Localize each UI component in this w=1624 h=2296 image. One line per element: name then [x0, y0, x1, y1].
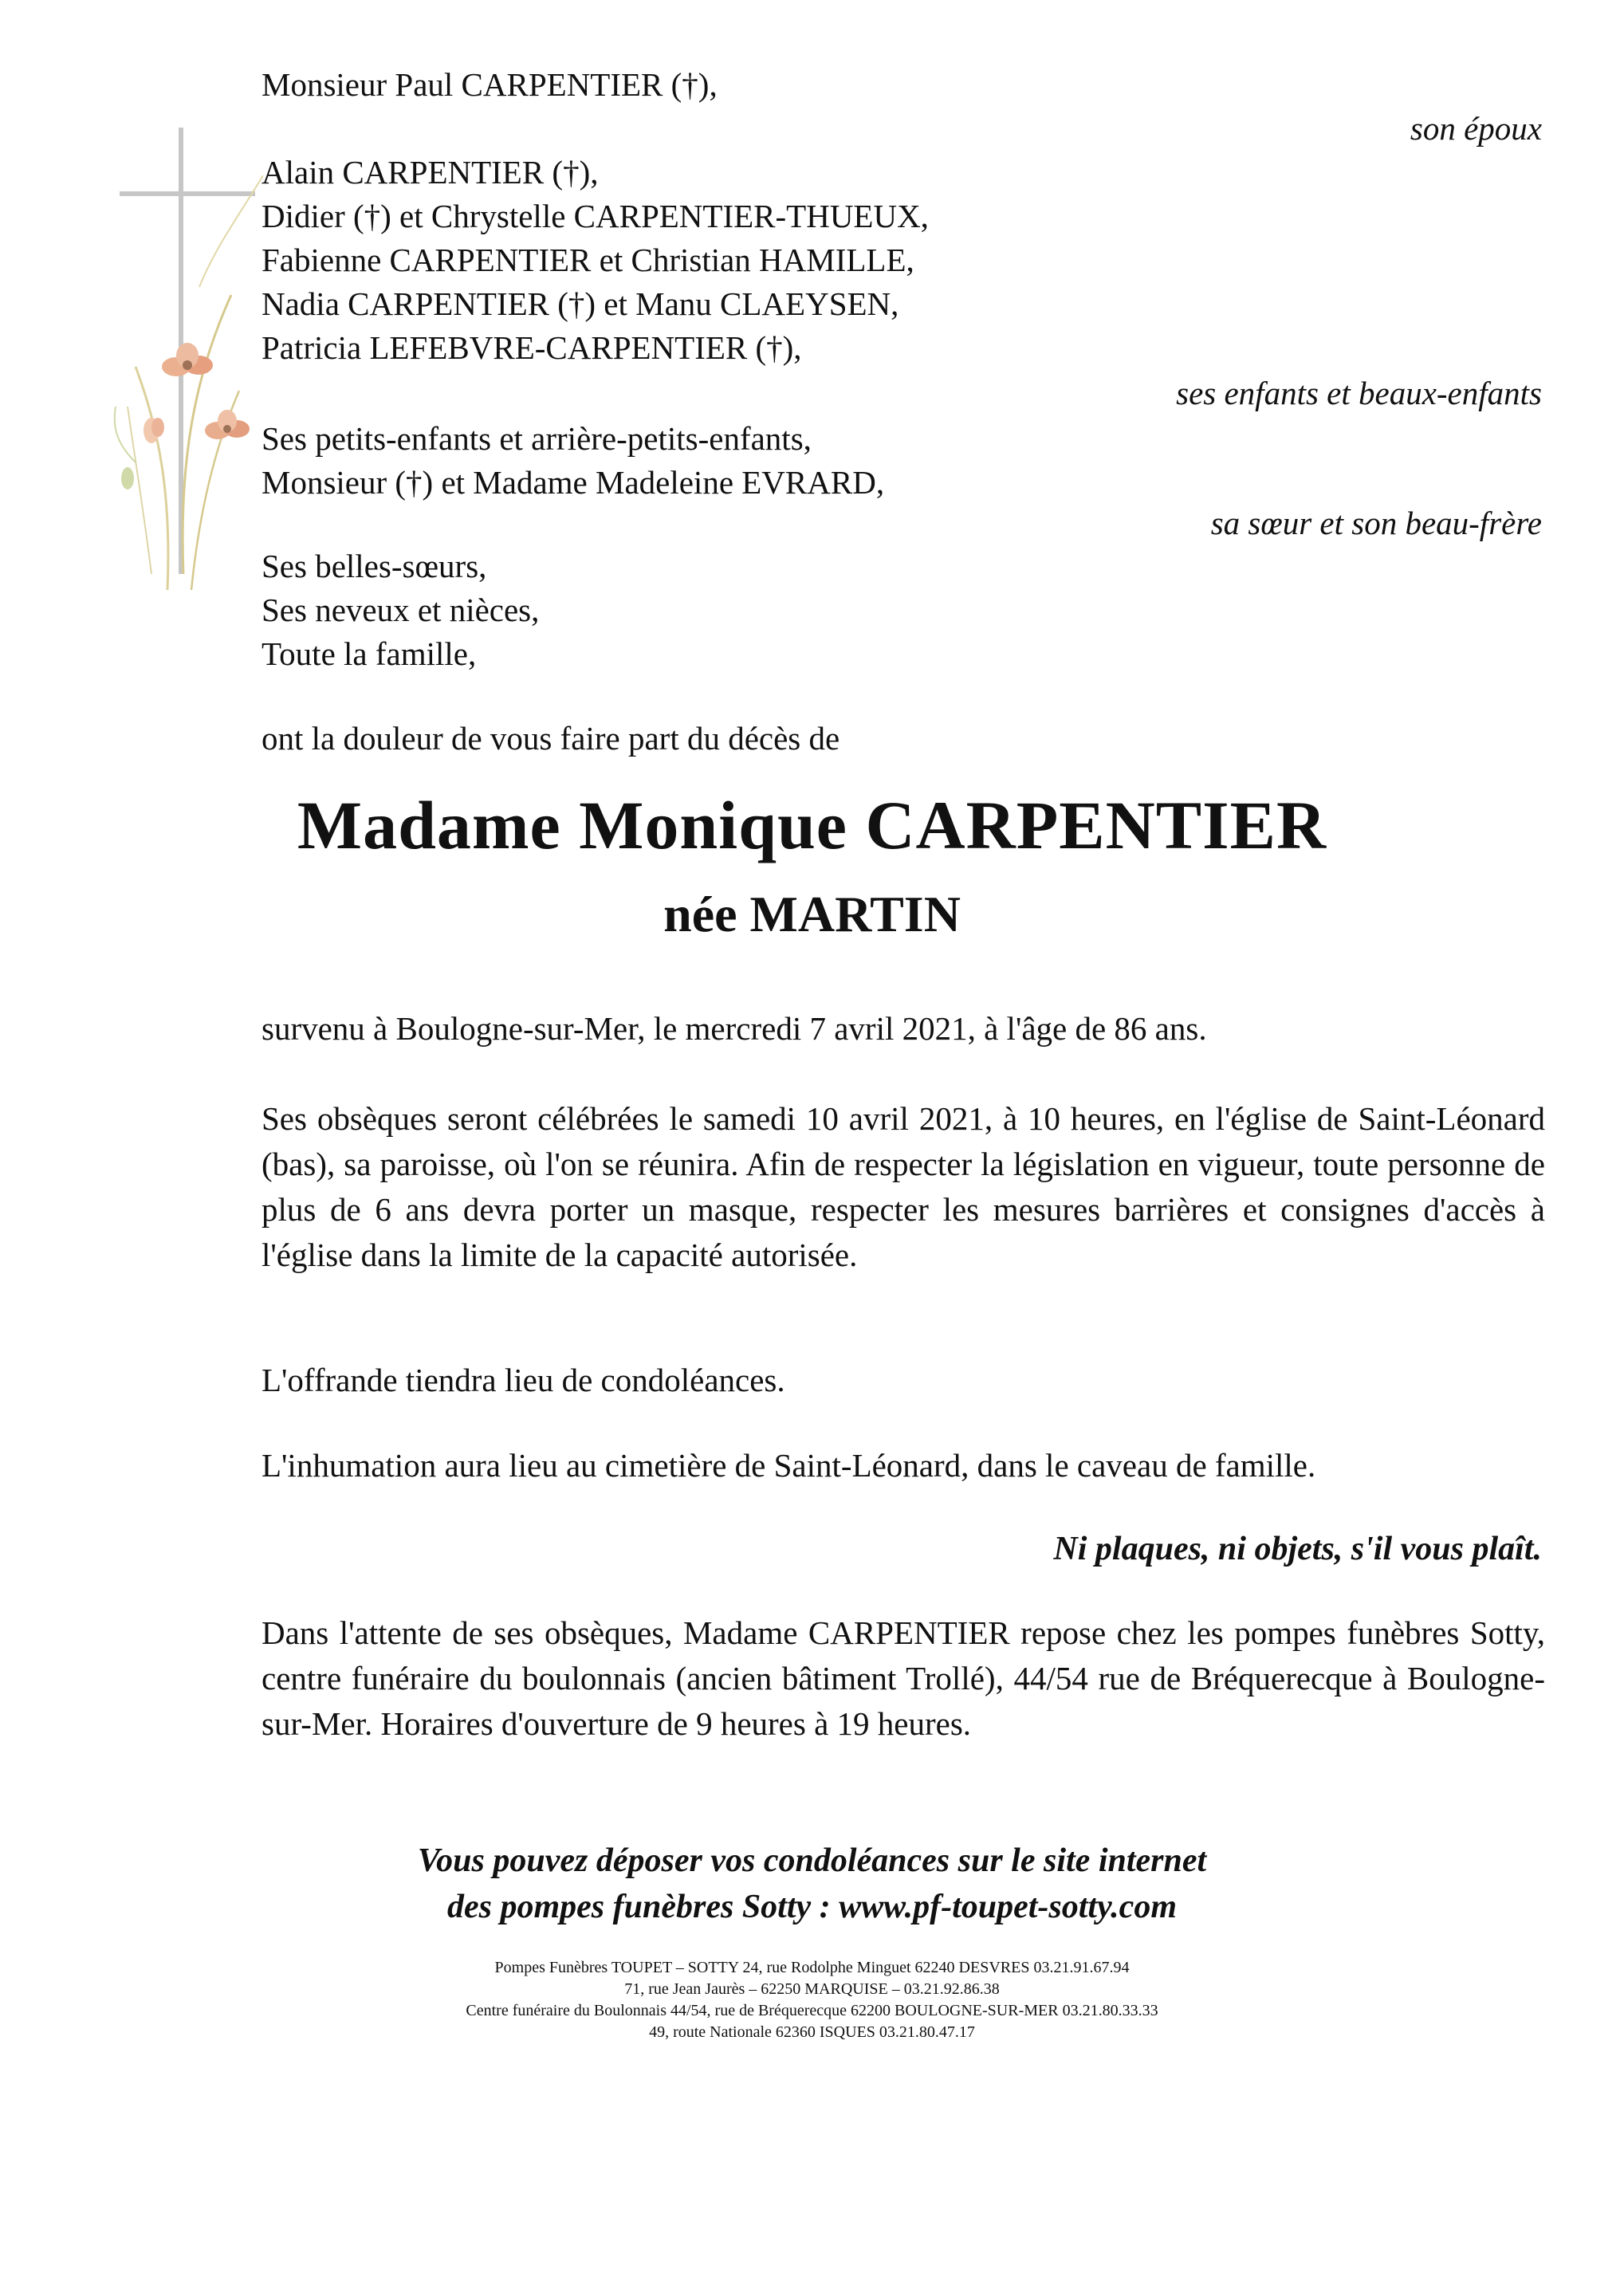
siblings-role: sa sœur et son beau-frère — [1210, 505, 1542, 541]
offering-text: L'offrande tiendra lieu de condoléances. — [261, 1362, 785, 1398]
deceased-name: Madame Monique CARPENTIER — [297, 787, 1327, 863]
announcement-text: ont la douleur de vous faire part du décès de — [261, 720, 840, 757]
deceased-maiden-name: née MARTIN — [663, 886, 961, 942]
footer-line: 71, rue Jean Jaurès – 62250 MARQUISE – 03.21.92.86.38 — [624, 1980, 1000, 1998]
spouse-line: Monsieur Paul CARPENTIER (†), — [261, 66, 718, 103]
child-line: Fabienne CARPENTIER et Christian HAMILLE, — [261, 242, 914, 278]
others-line: Toute la famille, — [261, 635, 477, 672]
footer-line: 49, route Nationale 62360 ISQUES 03.21.80.47.17 — [649, 2023, 975, 2041]
resting-paragraph: Dans l'attente de ses obsèques, Madame CARPENTIER repose chez les pompes funèbres Sotty, centre funéraire du boulonnais (ancien bâtiment Trollé), 44/54 rue de Bréquerecque à Boulogne-sur-Mer. Horaires d'ouverture de 9 heures à 19 heures. — [261, 1614, 1545, 1742]
funeral-home-footer — [0, 1957, 1624, 2043]
cross-flower-decoration-icon — [104, 128, 263, 622]
death-info-text: survenu à Boulogne-sur-Mer, le mercredi 7 avril 2021, à l'âge de 86 ans. — [261, 1010, 1207, 1047]
condolences-website-line[interactable]: des pompes funèbres Sotty : www.pf-toupet-sotty.com — [447, 1889, 1177, 1925]
spouse-role: son époux — [1410, 110, 1542, 147]
footer-line: Centre funéraire du Boulonnais 44/54, rue de Bréquerecque 62200 BOULOGNE-SUR-MER 03.21.80.33.33 — [466, 2002, 1158, 2019]
condolences-block — [0, 1838, 1624, 1930]
grandchildren-line: Ses petits-enfants et arrière-petits-enfants, — [261, 420, 812, 457]
child-line: Patricia LEFEBVRE-CARPENTIER (†), — [261, 329, 802, 366]
funeral-paragraph: Ses obsèques seront célébrées le samedi 10 avril 2021, à 10 heures, en l'église de Saint-Léonard (bas), sa paroisse, où l'on se réunira. Afin de respecter la législation en vigueur, toute personne de plus de 6 ans devra porter un masque, respecter les mesures barrières et consignes d'accès à l'église dans la limite de la capacité autorisée. — [261, 1100, 1545, 1273]
others-line: Ses neveux et nièces, — [261, 592, 540, 628]
condolences-line: Vous pouvez déposer vos condoléances sur le site internet — [417, 1842, 1207, 1879]
child-line: Didier (†) et Chrystelle CARPENTIER-THUEUX, — [261, 198, 929, 234]
child-line: Alain CARPENTIER (†), — [261, 154, 599, 191]
footer-line: Pompes Funèbres TOUPET – SOTTY 24, rue Rodolphe Minguet 62240 DESVRES 03.21.91.67.94 — [494, 1959, 1130, 1976]
child-line: Nadia CARPENTIER (†) et Manu CLAEYSEN, — [261, 285, 899, 322]
siblings-line: Monsieur (†) et Madame Madeleine EVRARD, — [261, 464, 885, 501]
others-line: Ses belles-sœurs, — [261, 548, 487, 584]
no-plaques-note: Ni plaques, ni objets, s'il vous plaît. — [1053, 1531, 1542, 1567]
children-role: ses enfants et beaux-enfants — [1176, 375, 1542, 411]
burial-text: L'inhumation aura lieu au cimetière de Saint-Léonard, dans le caveau de famille. — [261, 1447, 1316, 1484]
